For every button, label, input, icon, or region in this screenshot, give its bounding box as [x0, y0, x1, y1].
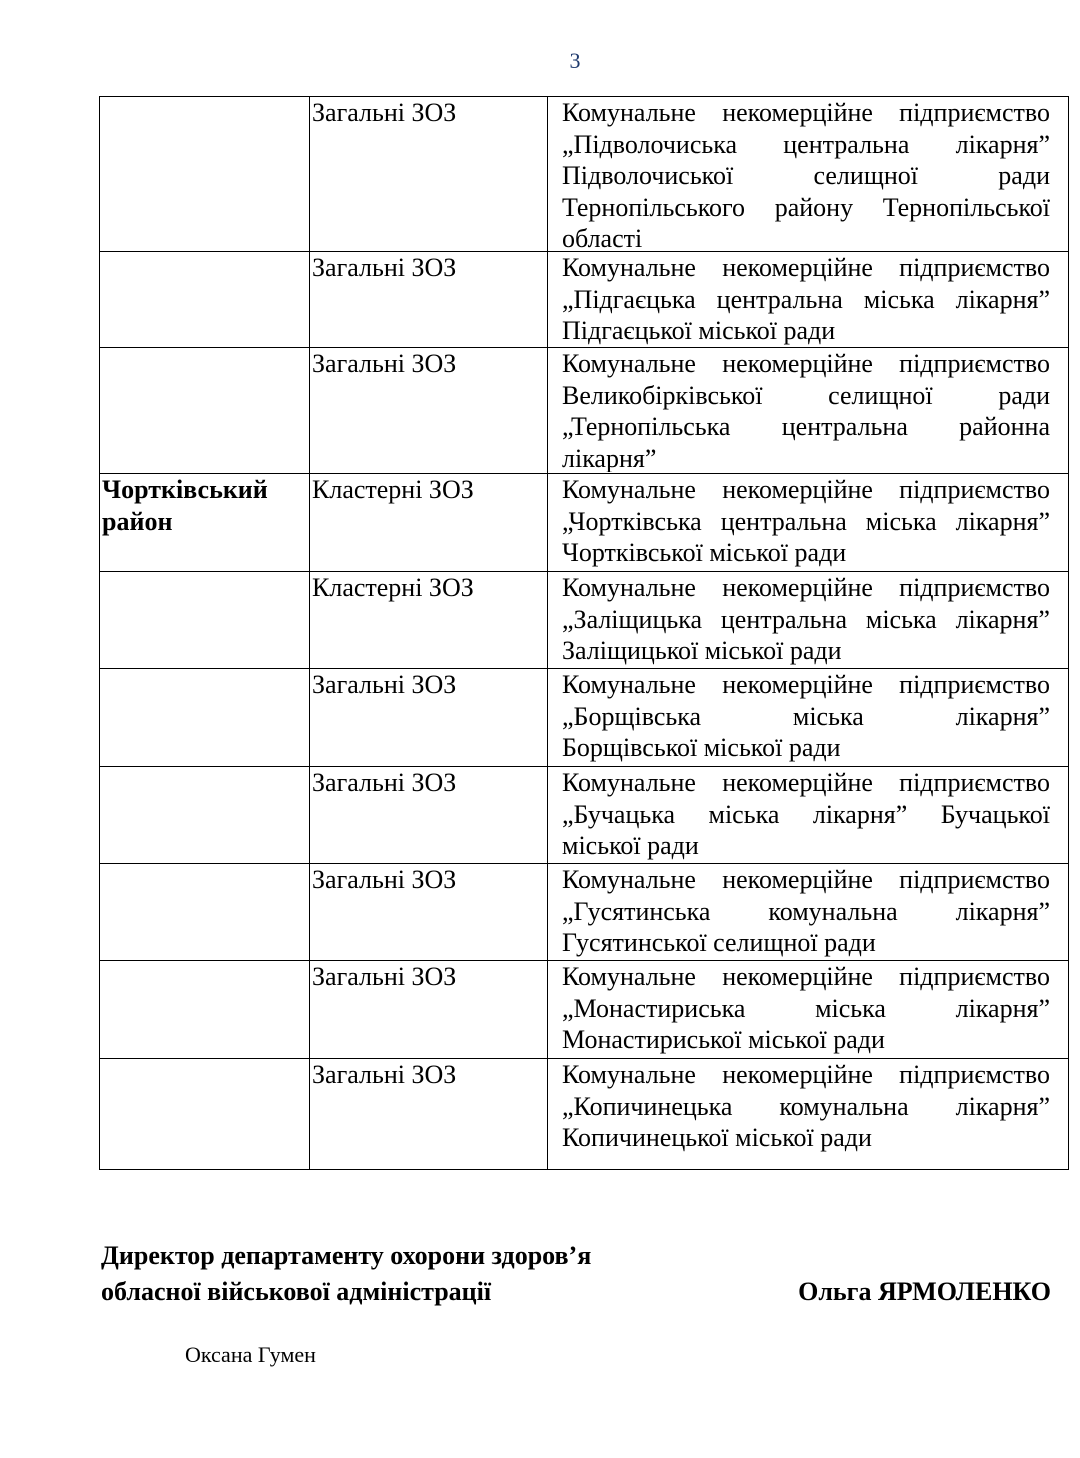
facility-name-line: Гусятинської селищної ради — [562, 928, 876, 957]
facility-type-cell: Кластерні ЗОЗ — [310, 572, 548, 669]
facility-name-line: Комунальне некомерційне підприємство — [562, 98, 1050, 127]
facility-type-cell: Загальні ЗОЗ — [310, 864, 548, 961]
facility-name-cell — [548, 348, 1069, 474]
district-cell — [100, 669, 310, 767]
facility-name-line: Заліщицької міської ради — [562, 636, 842, 665]
district-cell — [100, 1059, 310, 1170]
facility-name-line: „Підгаєцька центральна міська лікарня” — [562, 284, 1050, 314]
district-cell — [100, 864, 310, 961]
facility-name-cell — [548, 252, 1069, 348]
facility-name-cell — [548, 572, 1069, 669]
facility-name-line: Підволочиської селищної ради — [562, 161, 1050, 190]
facility-name-cell — [548, 669, 1069, 767]
table-row — [100, 767, 1069, 864]
facility-name-cell — [548, 864, 1069, 961]
facility-name-line: Комунальне некомерційне підприємство — [562, 349, 1050, 378]
facility-name-line: Комунальне некомерційне підприємство — [562, 573, 1050, 602]
table-row — [100, 97, 1069, 252]
facility-type-cell: Загальні ЗОЗ — [310, 97, 548, 252]
facility-name-cell — [548, 767, 1069, 864]
facility-name-line: Комунальне некомерційне підприємство — [562, 962, 1050, 991]
district-cell — [100, 252, 310, 348]
signature-block — [101, 1238, 1051, 1310]
facility-name-line: Комунальне некомерційне підприємство — [562, 475, 1050, 504]
facility-name-line: Комунальне некомерційне підприємство — [562, 670, 1050, 699]
district-cell — [100, 572, 310, 669]
facility-name-line: Чортківської міської ради — [562, 538, 847, 567]
page-number: 3 — [569, 48, 581, 73]
facility-name-line: міської ради — [562, 831, 699, 860]
facility-name-line: Копичинецької міської ради — [562, 1123, 872, 1152]
facility-name-line: Комунальне некомерційне підприємство — [562, 253, 1050, 282]
signature-title-line1: Директор департаменту охорони здоров’я — [101, 1241, 592, 1270]
facility-name-line: „Гусятинська комунальна лікарня” — [562, 896, 1050, 926]
facility-name-line: „Заліщицька центральна міська лікарня” — [562, 604, 1050, 634]
district-cell: Чортківський район — [100, 474, 310, 572]
table-row — [100, 474, 1069, 572]
facility-type-cell: Загальні ЗОЗ — [310, 669, 548, 767]
facility-name-line: „Монастириська міська лікарня” — [562, 993, 1050, 1023]
facility-name-line: Монастириської міської ради — [562, 1025, 885, 1054]
district-cell — [100, 767, 310, 864]
table-row — [100, 1059, 1069, 1170]
facility-name-line: області — [562, 224, 643, 250]
facility-name-line: „Борщівська міська лікарня” — [562, 701, 1050, 731]
facility-name-line: лікарня” — [562, 443, 657, 472]
table-row — [100, 864, 1069, 961]
facility-type-cell: Кластерні ЗОЗ — [310, 474, 548, 572]
signatory-name: Ольга ЯРМОЛЕНКО — [798, 1277, 1051, 1306]
document-author: Оксана Гумен — [185, 1342, 316, 1367]
hospitals-table — [99, 96, 1069, 1170]
facility-name-line: Борщівської міської ради — [562, 733, 841, 762]
facility-name-line: Великобірківської селищної ради — [562, 380, 1050, 410]
facility-name-cell — [548, 961, 1069, 1059]
table-row — [100, 572, 1069, 669]
facility-name-line: Комунальне некомерційне підприємство — [562, 1060, 1050, 1089]
facility-name-line: „Копичинецька комунальна лікарня” — [562, 1091, 1050, 1121]
facility-name-line: Комунальне некомерційне підприємство — [562, 768, 1050, 797]
facility-name-line: „Бучацька міська лікарня” Бучацької — [562, 799, 1050, 829]
signature-title-line2: обласної військової адміністрації — [101, 1277, 492, 1306]
facility-name-cell — [548, 97, 1069, 252]
facility-type-cell: Загальні ЗОЗ — [310, 961, 548, 1059]
facility-type-cell: Загальні ЗОЗ — [310, 767, 548, 864]
table-row — [100, 961, 1069, 1059]
facility-name-line: „Підволочиська центральна лікарня” — [562, 129, 1050, 159]
facility-type-cell: Загальні ЗОЗ — [310, 252, 548, 348]
facility-type-cell: Загальні ЗОЗ — [310, 1059, 548, 1170]
facility-name-cell — [548, 1059, 1069, 1170]
table-row — [100, 669, 1069, 767]
facility-name-line: Тернопільського району Тернопільської — [562, 192, 1050, 222]
facility-type-cell: Загальні ЗОЗ — [310, 348, 548, 474]
facility-name-line: „Чортківська центральна міська лікарня” — [562, 506, 1050, 536]
facility-name-line: Підгаєцької міської ради — [562, 316, 836, 345]
district-cell — [100, 97, 310, 252]
district-cell — [100, 348, 310, 474]
table-row — [100, 252, 1069, 348]
facility-name-line: Комунальне некомерційне підприємство — [562, 865, 1050, 894]
facility-name-line: „Тернопільська центральна районна — [562, 412, 1050, 441]
table-row — [100, 348, 1069, 474]
district-cell — [100, 961, 310, 1059]
facility-name-cell — [548, 474, 1069, 572]
